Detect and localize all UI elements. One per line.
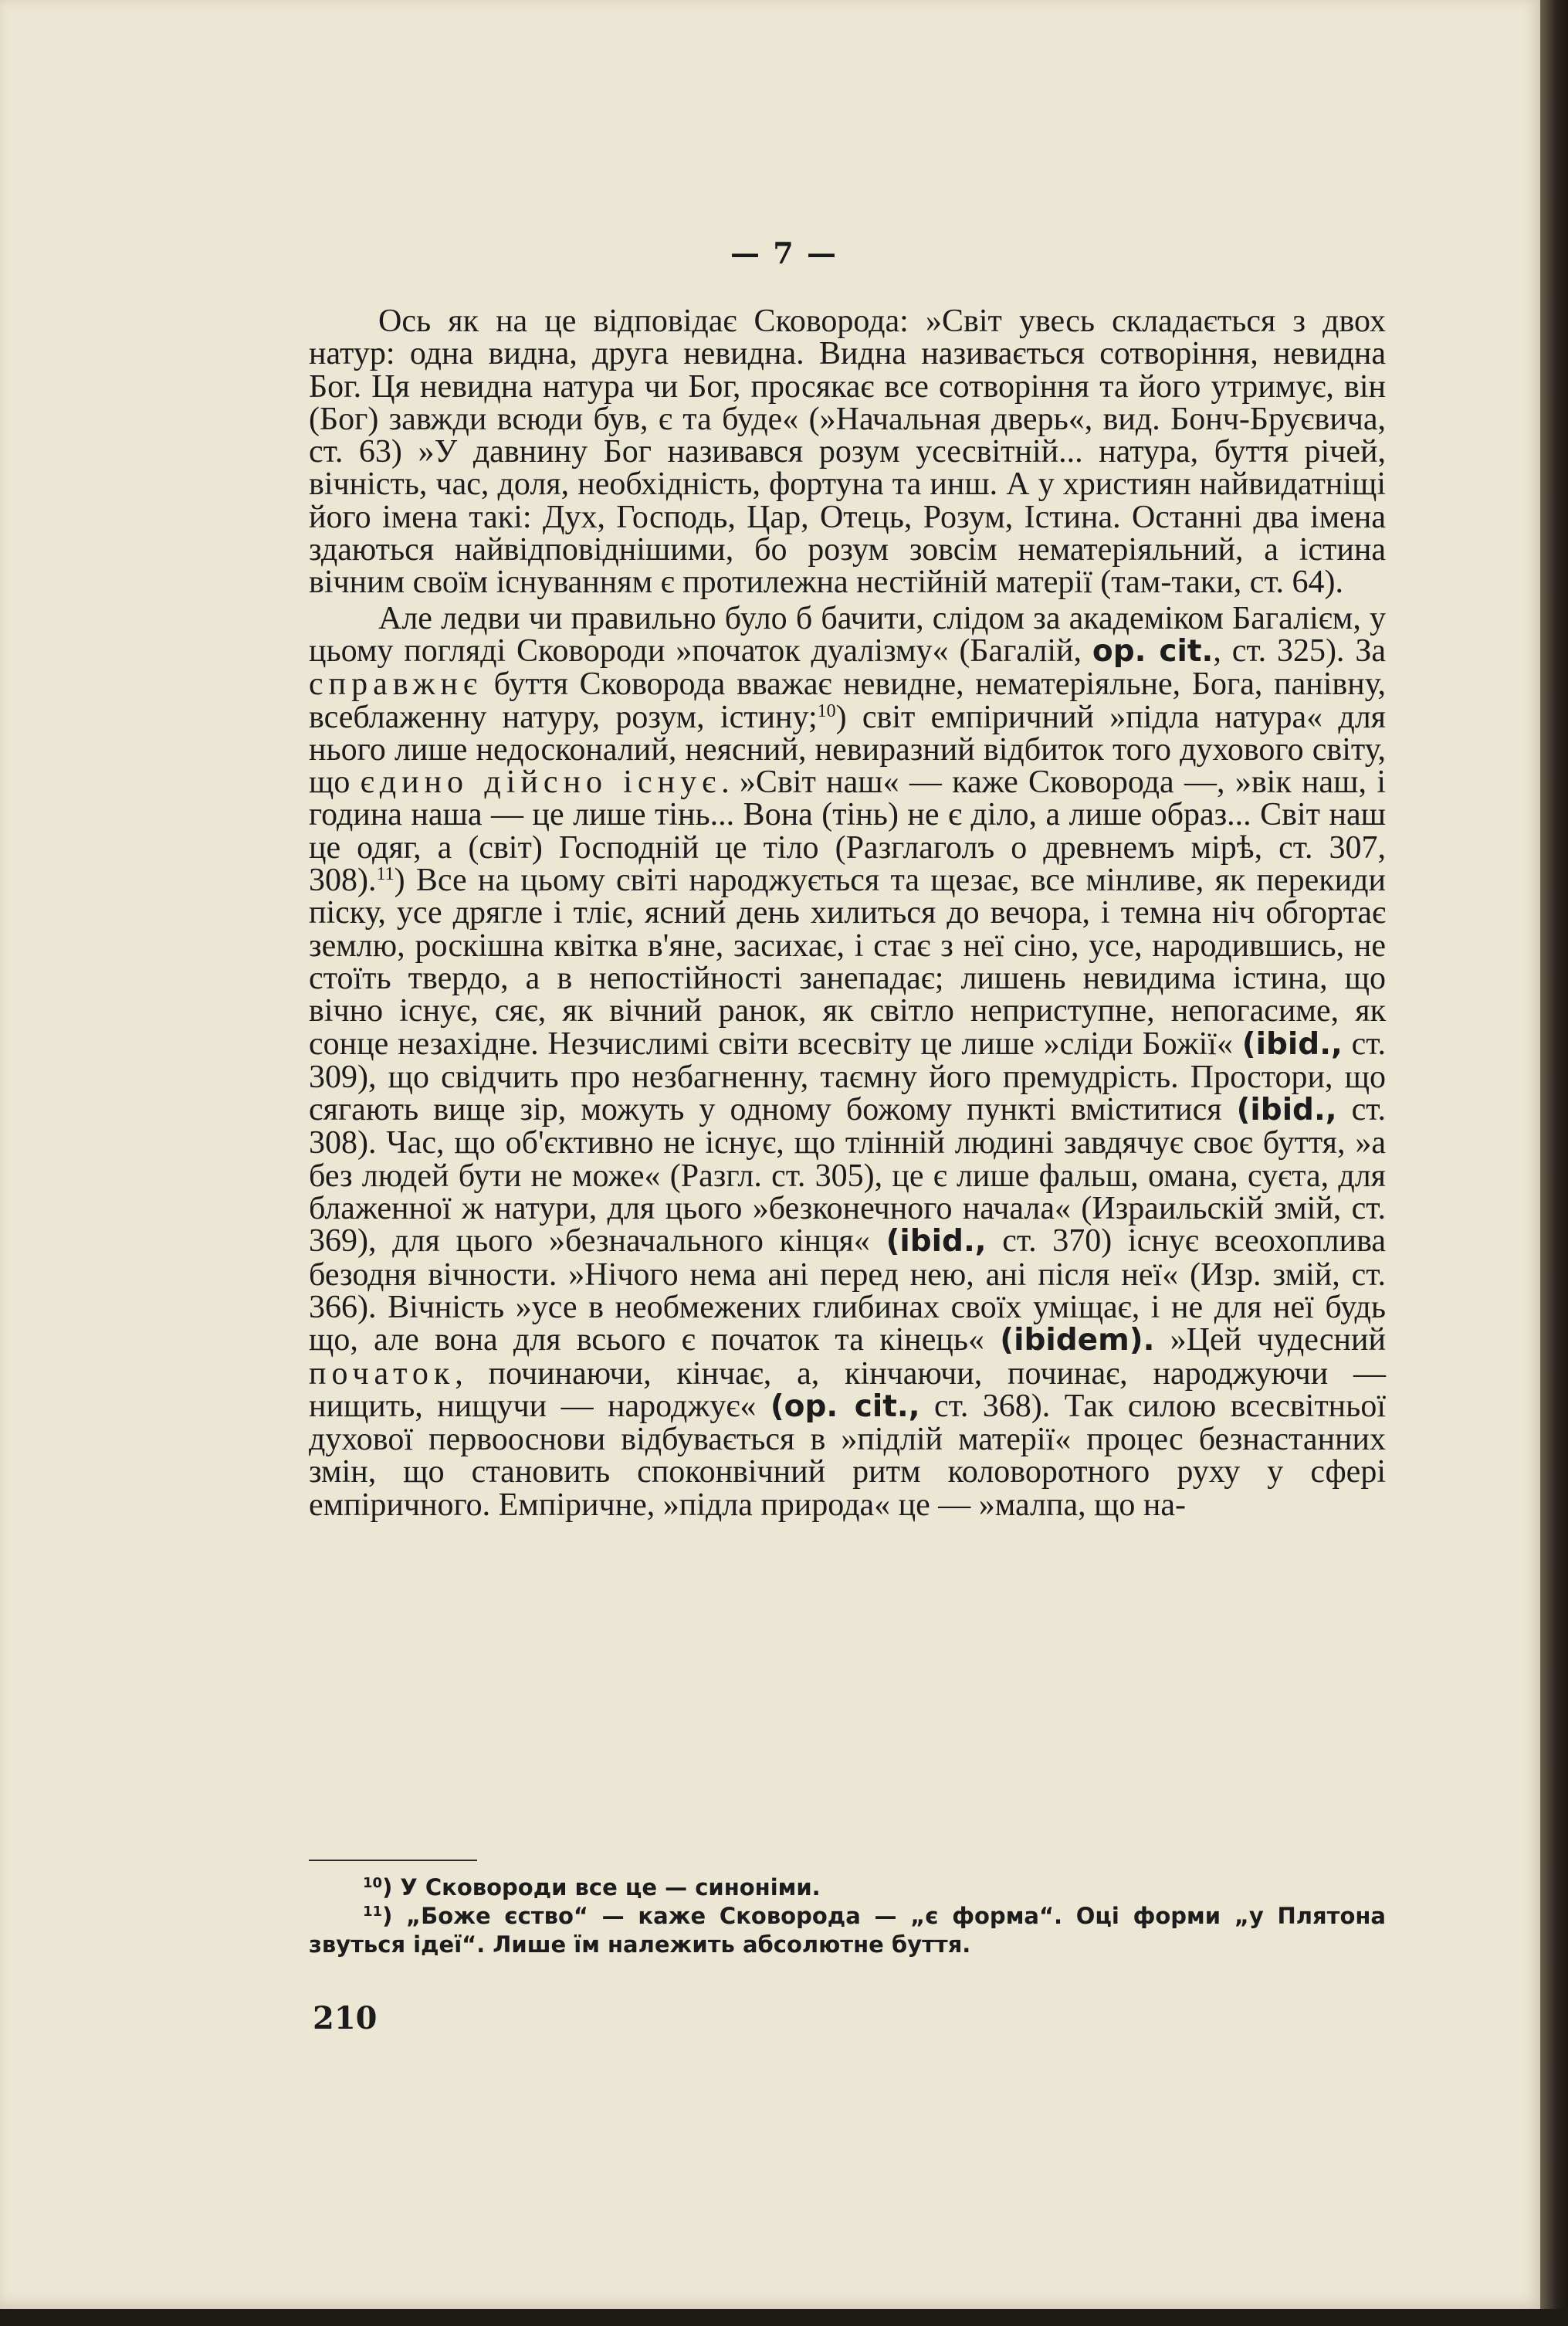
running-page-number: — 7 — bbox=[730, 236, 838, 270]
footnote-text: ) „Боже єство“ — каже Сковорода — „є форма“. Оці форми „у Плятона звуться ідеї“. Лише їм належить абсолютне буття. bbox=[309, 1903, 1386, 1958]
text-run: ст. 368). Так силою всесвітньої духової первооснови відбувається в »підлій матерії« процес безнастанних змін, що становить споконвічний ритм коловоротного руху у сфері емпіричного. Емпіричне, »підла природа« це — »малпа, що на- bbox=[309, 1388, 1386, 1523]
footnote-marker: 10 bbox=[363, 1875, 383, 1891]
citation-abbrev: (op. cit., bbox=[770, 1388, 920, 1424]
text-run: . »Світ наш« — каже Сковорода —, »вік наш, і година наша — це лише тінь... Вона (тінь) не є діло, а лише образ... Світ наш це одяг, а (світ) Господній це тіло (Разглаголъ о древнемъ мірѣ, ст. 307, 308). bbox=[309, 765, 1387, 899]
scan-bottom-edge bbox=[0, 2309, 1568, 2326]
text-run: »Цей чудесний bbox=[1154, 1322, 1386, 1358]
text-run: , починаючи, кінчає, а, кінчаючи, починає, народжуючи — нищить, нищучи — народжує« bbox=[309, 1355, 1386, 1424]
footnote-separator bbox=[309, 1860, 477, 1861]
scan-edge bbox=[1540, 0, 1568, 2326]
text-run: ) світ емпіричний »підла натура« для нього лише недосконалий, неясний, невиразний відбиток того духового світу, що bbox=[309, 699, 1386, 801]
footnote-reference: 10 bbox=[817, 700, 836, 721]
spaced-emphasis: справжнє bbox=[309, 666, 483, 703]
footnote-10 bbox=[309, 1873, 1386, 1902]
paragraph-1 bbox=[309, 305, 1386, 599]
footnote-marker: 11 bbox=[363, 1904, 383, 1920]
footnote-text: ) У Сковороди все це — синоніми. bbox=[382, 1874, 821, 1900]
text-run: буття Сковорода вважає невидне, нематеріяльне, Бога, панівну, всеблаженну натуру, розум, істину; bbox=[309, 666, 1386, 735]
text-run: Ось як на це відповідає Сковорода: »Світ увесь складається з двох натур: одна видна, друга невидна. Видна називається сотворіння, невидна Бог. Ця невидна натура чи Бог, просякає все сотворіння та його утримує, він (Бог) завжди всюди був, є та буде« (»Начальная дверь«, вид. Бонч-Бруєвича, ст. 63) »У давнину Бог називався розум усесвітній... натура, буття річей, вічність, час, доля, необхідність, фортуна та инш. А у християн найвидатніщі його імена такі: Дух, Господь, Цар, Отець, Розум, Істина. Останні два імена здаються найвідповіднішими, бо розум зовсім нематеріяльний, а істина вічним своїм існуванням є протилежна нестійній матерії (там-таки, ст. 64). bbox=[309, 303, 1386, 601]
text-run: ст. 309), що свідчить про незбагненну, таємну його премудрість. Простори, що сягають вище зір, можуть у одному божому пункті вміститися bbox=[309, 1026, 1386, 1128]
citation-abbrev: op. cit. bbox=[1092, 633, 1214, 669]
spaced-emphasis: єдино дійсно існує bbox=[360, 765, 722, 801]
text-run: ст. 308). Час, що об'єктивно не існує, що тлінній людині завдячує своє буття, »а без людей бути не може« (Разгл. ст. 305), це є лише фальш, омана, суєта, для блаженної ж натури, для цього »безконечного начала« (Израильскій змій, ст. 369), для цього »безначального кінця« bbox=[309, 1092, 1386, 1260]
text-run: ст. 370) існує всеохоплива безодня вічности. »Нічого нема ані перед нею, ані після неї« (Изр. змій, ст. 366). Вічність »усе в необмежених глибинах своїх уміщає, і не для неї будь що, але вона для всього є початок та кінець« bbox=[309, 1223, 1386, 1358]
footnote-11 bbox=[309, 1902, 1386, 1959]
citation-abbrev: (ibid., bbox=[1236, 1093, 1337, 1128]
text-run: ) Все на цьому світі народжується та щезає, все мінливе, як перекиди піску, усе дрягле і тліє, ясний день хилиться до вечора, і темна ніч обгортає землю, роскішна квітка в'яне, засихає, і стає з неї сіно, усе, народившись, не стоїть твердо, а в непостійності занепадає; лишень невидима істина, що вічно існує, сяє, як вічний ранок, як світло неприступне, непогасиме, як сонце незахідне. Незчислимі світи всесвіту це лише »сліди Божії« bbox=[309, 863, 1386, 1062]
text-run: Але ледви чи правильно було б бачити, слідом за академіком Багалієм, у цьому погляді Сковороди »початок дуалізму« (Багалій, bbox=[309, 600, 1386, 669]
citation-abbrev: (ibid., bbox=[886, 1224, 987, 1260]
paragraph-2 bbox=[309, 602, 1386, 1521]
main-text bbox=[309, 305, 1386, 1521]
citation-abbrev: (ibidem). bbox=[1000, 1323, 1155, 1358]
footnotes bbox=[309, 1873, 1386, 1959]
spaced-emphasis: початок bbox=[309, 1355, 455, 1392]
page-number: 210 bbox=[313, 2000, 378, 2036]
citation-abbrev: (ibid., bbox=[1241, 1026, 1343, 1062]
text-run: , ст. 325). За bbox=[1213, 632, 1386, 669]
footnote-reference: 11 bbox=[376, 864, 395, 885]
